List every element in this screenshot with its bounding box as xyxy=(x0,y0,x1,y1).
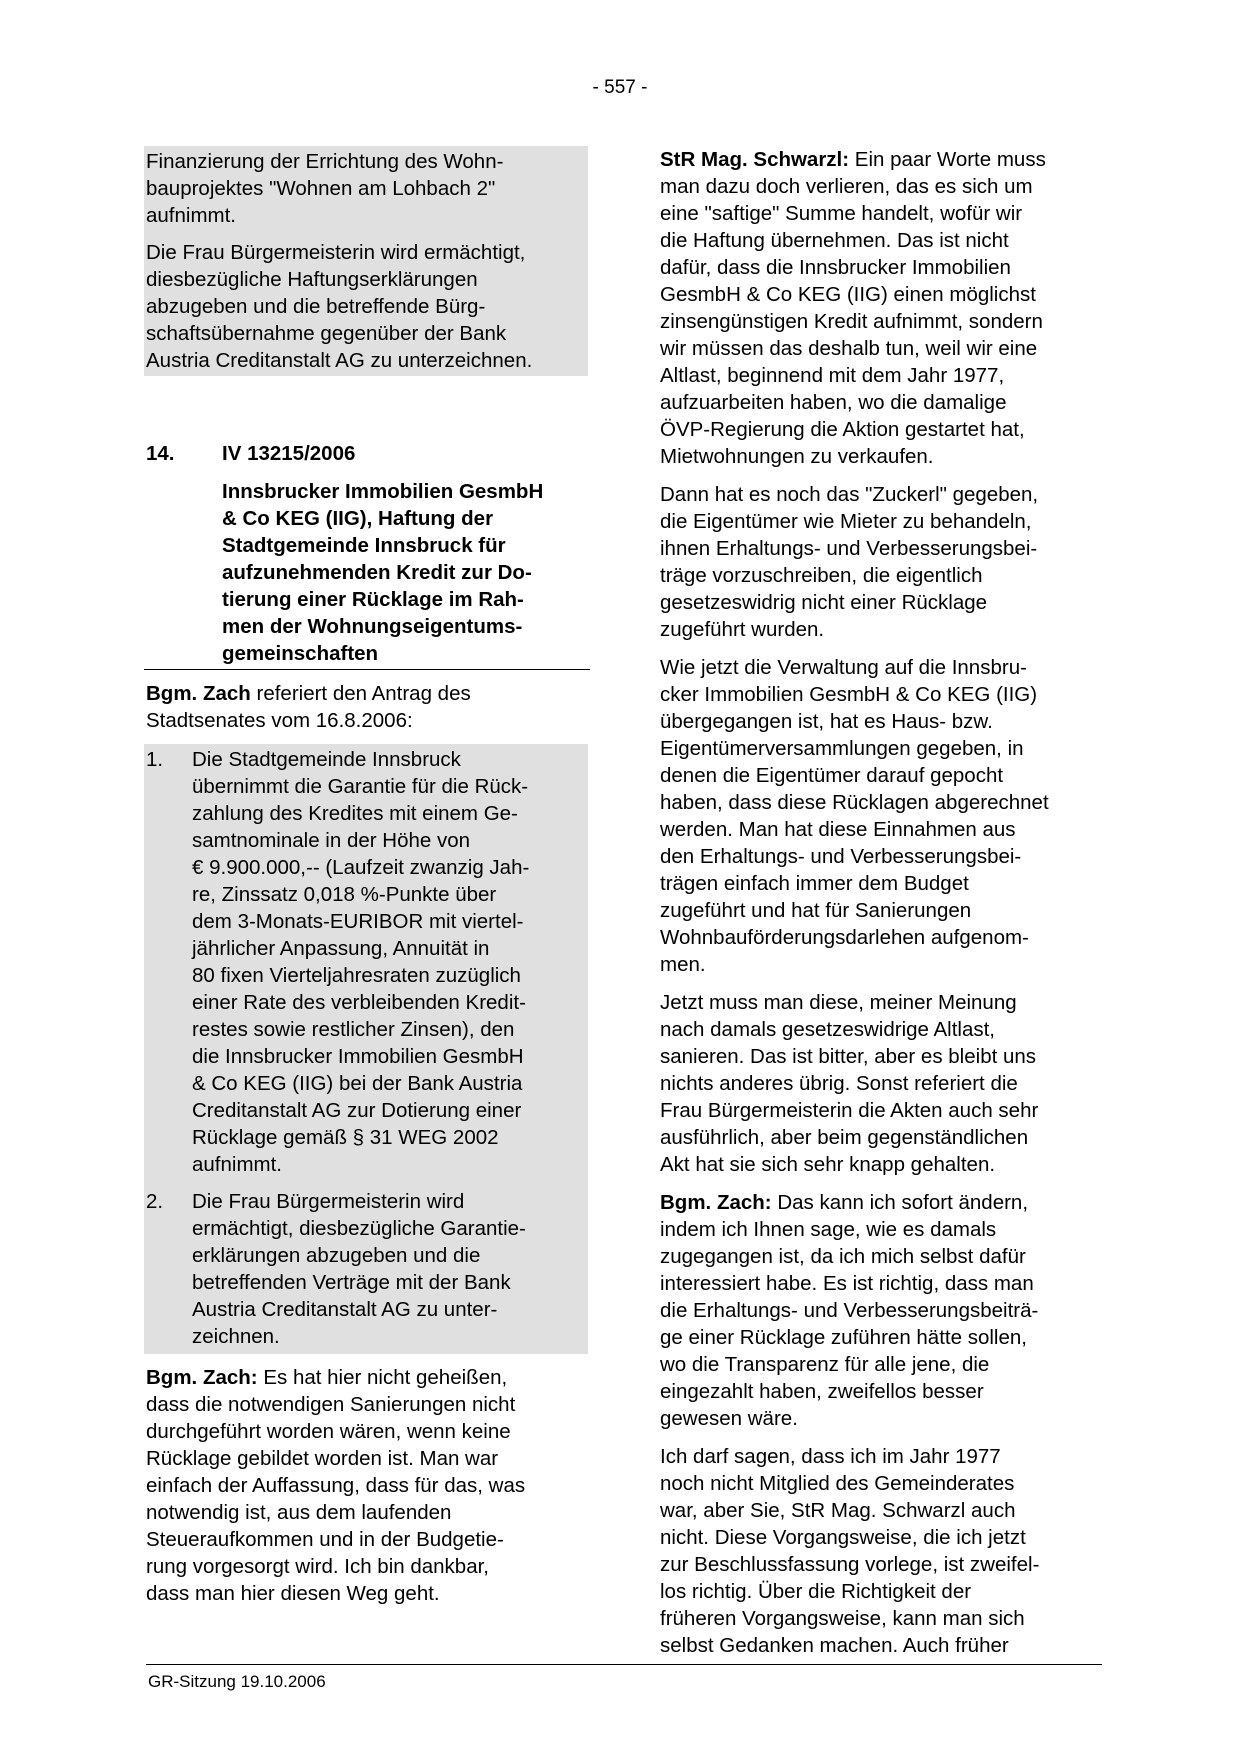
speech-paragraph xyxy=(660,1189,1102,1432)
speech-paragraph xyxy=(660,1443,1102,1659)
list-item-number: 1. xyxy=(146,748,164,771)
speaker-name: Bgm. Zach xyxy=(146,682,251,705)
resolution-paragraph: Finanzierung der Errichtung des Wohn- bauprojektes "Wohnen am Lohbach 2" aufnimmt. xyxy=(146,150,504,227)
speech-text: Ich darf sagen, dass ich im Jahr 1977 noch nicht Mitglied des Gemeinderates war, aber Sie, StR Mag. Schwarzl auch nicht. Diese Vorgangsweise, die ich jetzt zur Beschlussfassung vorlege, ist zweifel- los richtig. Über die Richtigkeit der früheren Vorgangsweise, kann man sich selbst Gedanken machen. Auch früher xyxy=(660,1445,1040,1657)
right-column xyxy=(660,146,1102,1659)
footer-session-date: GR-Sitzung 19.10.2006 xyxy=(148,1672,326,1691)
list-item-text: Die Frau Bürgermeisterin wird ermächtigt, diesbezügliche Garantie- erklärungen abzugeben und die betreffenden Verträge mit der Bank Austria Creditanstalt AG zu unter- zeichnen. xyxy=(192,1190,526,1348)
speech-paragraph xyxy=(660,146,1102,470)
speaker-name: Bgm. Zach: xyxy=(146,1366,258,1389)
speech-paragraph xyxy=(660,989,1102,1178)
list-item-number: 2. xyxy=(146,1190,164,1213)
speech-text: Wie jetzt die Verwaltung auf die Innsbru- cker Immobilien GesmbH & Co KEG (IIG) übergegangen ist, hat es Haus- bzw. Eigentümerversammlungen gegeben, in denen die Eigentümer darauf gepocht haben, dass diese Rücklagen abgerechnet werden. Man hat diese Einnahmen aus den Erhaltungs- und Verbesserungsbei- trägen einfach immer dem Budget zugeführt und hat für Sanierungen Wohnbauförderungsdarlehen aufgenom- men. xyxy=(660,656,1049,976)
agenda-item-number: 14. xyxy=(146,442,175,465)
list-item xyxy=(146,1188,588,1350)
agenda-item-title: Innsbrucker Immobilien GesmbH & Co KEG (IIG), Haftung der Stadtgemeinde Innsbruck für aufzunehmenden Kredit zur Do- tierung einer Rücklage im Rah- men der Wohnungseigentums- gemeinschaften xyxy=(222,480,544,665)
section-divider xyxy=(144,669,590,670)
intro-paragraph xyxy=(146,680,588,734)
resolution-text-block xyxy=(144,146,588,376)
speaker-name: Bgm. Zach: xyxy=(660,1191,772,1214)
agenda-item-reference: IV 13215/2006 xyxy=(222,442,356,465)
speech-text: Dann hat es noch das "Zuckerl" gegeben, die Eigentümer wie Mieter zu behandeln, ihnen Erhaltungs- und Verbesserungsbei- träge vorzuschreiben, die eigentlich gesetzeswidrig nicht einer Rücklage zugeführt wurden. xyxy=(660,483,1039,641)
list-item-text: Die Stadtgemeinde Innsbruck übernimmt die Garantie für die Rück- zahlung des Kredites mit einem Ge- samtnominale in der Höhe von € 9.900.000,-- (Laufzeit zwanzig Jah- re, Zinssatz 0,018 %-Punkte über dem 3-Monats-EURIBOR mit viertel- jährlicher Anpassung, Annuität in 80 fixen Vierteljahresraten zuzüglich einer Rate des verbleibenden Kredit- restes sowie restlicher Zinsen), den die Innsbrucker Immobilien GesmbH & Co KEG (IIG) bei der Bank Austria Creditanstalt AG zur Dotierung einer Rücklage gemäß § 31 WEG 2002 aufnimmt. xyxy=(192,748,530,1176)
page-number: - 557 - xyxy=(592,77,648,98)
agenda-item-header xyxy=(146,440,588,467)
speech-paragraph xyxy=(660,481,1102,643)
speech-text: Jetzt muss man diese, meiner Meinung nach damals gesetzeswidrige Altlast, sanieren. Das ist bitter, aber es bleibt uns nichts anderes übrig. Sonst referiert die Frau Bürgermeisterin die Akten auch sehr ausführlich, aber beim gegenständlichen Akt hat sie sich sehr knapp gehalten. xyxy=(660,991,1039,1176)
list-item xyxy=(146,746,588,1178)
speech-text: Das kann ich sofort ändern, indem ich Ihnen sage, wie es damals zugegangen ist, da ich mich selbst dafür interessiert habe. Es ist richtig, dass man die Erhaltungs- und Verbesserungsbeiträ- ge einer Rücklage zuführen hätte sollen, wo die Transparenz für alle jene, die eingezahlt haben, zweifellos besser gewesen wäre. xyxy=(660,1191,1039,1430)
speech-text: Es hat hier nicht geheißen, dass die notwendigen Sanierungen nicht durchgeführt worden wären, wenn keine Rücklage gebildet worden ist. Man war einfach der Auffassung, dass für das, was notwendig ist, aus dem laufenden Steueraufkommen und in der Budgetie- rung vorgesorgt wird. Ich bin dankbar, dass man hier diesen Weg geht. xyxy=(146,1366,526,1605)
speech-paragraph xyxy=(146,1364,588,1607)
speech-paragraph xyxy=(660,654,1102,978)
intro-text: referiert den Antrag des Stadtsenates vom 16.8.2006: xyxy=(146,682,471,732)
left-column xyxy=(146,146,588,1607)
footer-divider xyxy=(146,1664,1102,1665)
speaker-name: StR Mag. Schwarzl: xyxy=(660,148,850,171)
motion-list xyxy=(144,744,588,1354)
resolution-paragraph: Die Frau Bürgermeisterin wird ermächtigt, diesbezügliche Haftungserklärungen abzugeben und die betreffende Bürg- schaftsübernahme gegenüber der Bank Austria Creditanstalt AG zu unterzeichnen. xyxy=(146,241,533,372)
speech-text: Ein paar Worte muss man dazu doch verlieren, das es sich um eine "saftige" Summe handelt, wofür wir die Haftung übernehmen. Das ist nicht dafür, dass die Innsbrucker Immobilien GesmbH & Co KEG (IIG) einen möglichst zinsengünstigen Kredit aufnimmt, sondern wir müssen das deshalb tun, weil wir eine Altlast, beginnend mit dem Jahr 1977, aufzuarbeiten haben, wo die damalige ÖVP-Regierung die Aktion gestartet hat, Mietwohnungen zu verkaufen. xyxy=(660,148,1046,468)
